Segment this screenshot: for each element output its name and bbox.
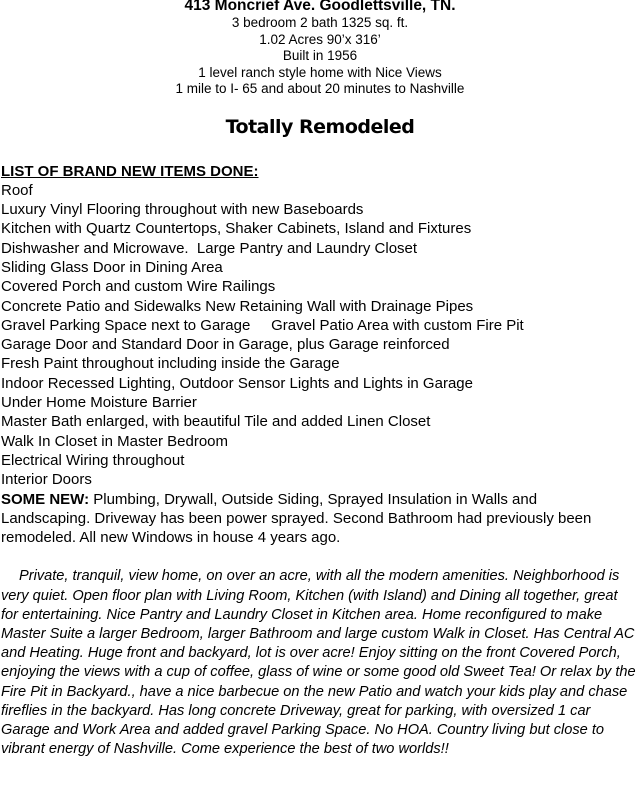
list-item: Indoor Recessed Lighting, Outdoor Sensor Lights and Lights in Garage (1, 374, 473, 392)
list-item: Gravel Parking Space next to Garage Gravel Patio Area with custom Fire Pit (1, 316, 524, 334)
list-item: Master Bath enlarged, with beautiful Tile and added Linen Closet (1, 413, 431, 431)
some-new-text: Plumbing, Drywall, Outside Siding, Sprayed Insulation in Walls and Landscaping. Driveway has been power sprayed. Second Bathroom had previously been remodeled. All new Windows in house 4 years ago. (1, 490, 592, 547)
property-detail-line: 1.02 Acres 90’x 316’ (259, 31, 381, 47)
list-item: Kitchen with Quartz Countertops, Shaker Cabinets, Island and Fixtures (1, 220, 472, 238)
property-address: 413 Moncrief Ave. Goodlettsville, TN. (184, 0, 456, 14)
some-new-paragraph (0, 490, 640, 548)
list-item: Covered Porch and custom Wire Railings (1, 278, 276, 296)
listing-header (0, 0, 640, 98)
property-detail-line: Built in 1956 (282, 48, 358, 63)
list-item: Interior Doors (1, 471, 92, 489)
property-detail-line: 1 mile to I- 65 and about 20 minutes to Nashville (175, 81, 465, 96)
some-new-label: SOME NEW: (1, 490, 90, 508)
property-description: Private, tranquil, view home, on over an acre, with all the modern amenities. Neighborhood is very quiet. Open floor plan with Living Room, Kitchen (with Island) and Dining all together, great for entertaining. Nice Pantry and Laundry Closet in Kitchen area. Home reconfigured to make Master Suite a larger Bedroom, larger Bathroom and large custom Walk in Closet. Has Central AC and Heating. Huge front and backyard, lot is over acre! Enjoy sitting on the front Covered Porch, enjoying the views with a cup of coffee, glass of wine or some good old Sweet Tea! Or relax by the Fire Pit in Backyard., have a nice barbecue on the new Patio and watch your kids play and chase fireflies in the backyard. Has long concrete Driveway, great for parking, with oversized 1 car Garage and Work Area and added gravel Parking Space. No HOA. Country living but close to vibrant energy of Nashville. Come experience the best of two worlds!! (1, 568, 636, 758)
new-items-heading: LIST OF BRAND NEW ITEMS DONE: (1, 162, 259, 180)
list-item: Walk In Closet in Master Bedroom (1, 432, 229, 450)
section-subtitle: Totally Remodeled (225, 115, 415, 138)
list-item: Roof (1, 181, 33, 199)
property-detail-line: 1 level ranch style home with Nice Views (198, 64, 442, 80)
list-item: Fresh Paint throughout including inside the Garage (1, 355, 340, 373)
new-items-list (0, 162, 640, 490)
list-item: Garage Door and Standard Door in Garage, plus Garage reinforced (1, 336, 450, 354)
list-item: Sliding Glass Door in Dining Area (1, 258, 223, 276)
list-item: Dishwasher and Microwave. Large Pantry and Laundry Closet (1, 239, 418, 257)
list-item: Luxury Vinyl Flooring throughout with new Baseboards (1, 201, 364, 219)
list-item: Concrete Patio and Sidewalks New Retaining Wall with Drainage Pipes (1, 297, 474, 315)
list-item: Electrical Wiring throughout (1, 451, 185, 469)
list-item: Under Home Moisture Barrier (1, 394, 197, 412)
property-detail-line: 3 bedroom 2 bath 1325 sq. ft. (231, 15, 409, 30)
